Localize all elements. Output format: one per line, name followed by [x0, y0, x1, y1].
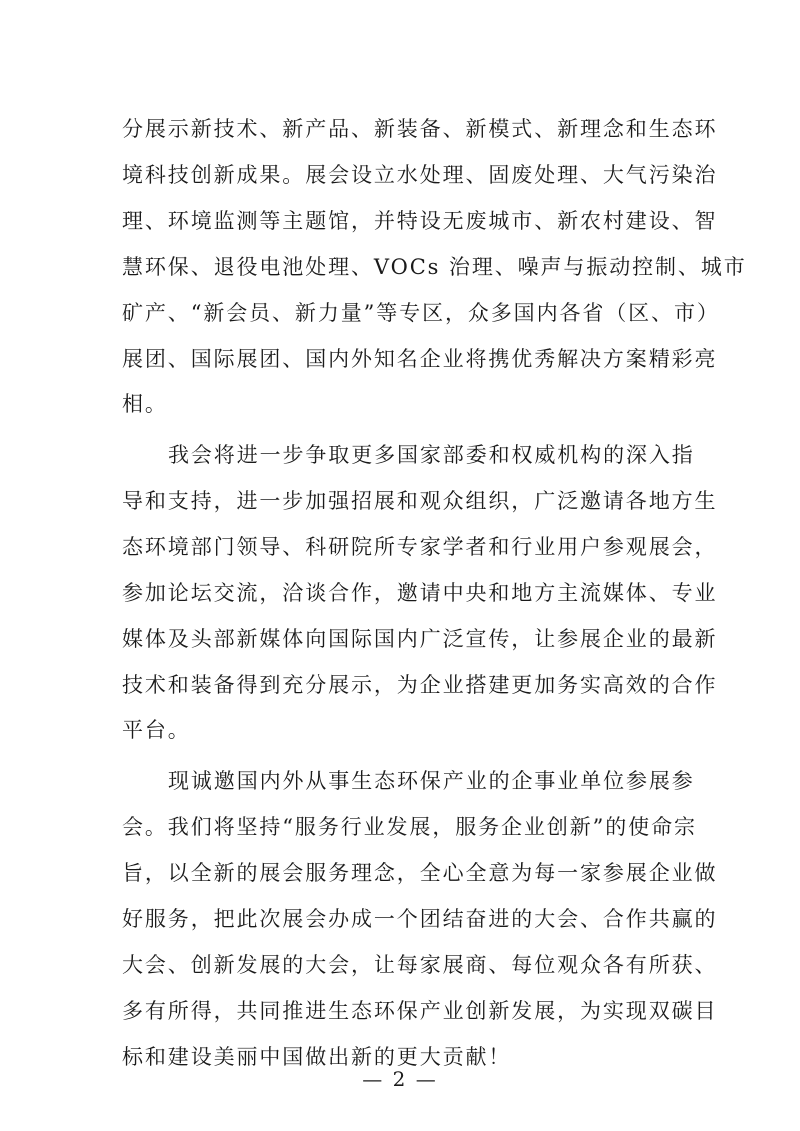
paragraph-2-line-5: 媒体及头部新媒体向国际国内广泛宣传，让参展企业的最新: [122, 627, 718, 651]
paragraph-3-line-1: 现诚邀国内外从事生态环保产业的企事业单位参展参: [168, 769, 695, 793]
paragraph-2-line-2: 导和支持，进一步加强招展和观众组织，广泛邀请各地方生: [122, 489, 718, 513]
paragraph-1-line-4: 慧环保、退役电池处理、VOCs 治理、噪声与振动控制、城市: [122, 255, 747, 279]
paragraph-2-line-4: 参加论坛交流，洽谈合作，邀请中央和地方主流媒体、专业: [122, 581, 718, 605]
paragraph-3-line-5: 大会、创新发展的大会，让每家展商、每位观众各有所获、: [122, 953, 718, 977]
paragraph-1-line-2: 境科技创新成果。展会设立水处理、固废处理、大气污染治: [122, 163, 718, 187]
paragraph-2-line-1: 我会将进一步争取更多国家部委和权威机构的深入指: [168, 443, 695, 467]
paragraph-2-line-6: 技术和装备得到充分展示，为企业搭建更加务实高效的合作: [122, 673, 718, 697]
paragraph-3-line-6: 多有所得，共同推进生态环保产业创新发展，为实现双碳目: [122, 999, 718, 1023]
paragraph-3-line-3: 旨，以全新的展会服务理念，全心全意为每一家参展企业做: [122, 861, 718, 885]
paragraph-3-line-2: 会。我们将坚持“服务行业发展，服务企业创新”的使命宗: [122, 815, 697, 839]
paragraph-2-line-7: 平台。: [122, 718, 191, 742]
paragraph-1-line-3: 理、环境监测等主题馆，并特设无废城市、新农村建设、智: [122, 209, 718, 233]
paragraph-1-line-5: 矿产、“新会员、新力量”等专区，众多国内各省（区、市）: [122, 301, 720, 325]
paragraph-1-line-6: 展团、国际展团、国内外知名企业将携优秀解决方案精彩亮: [122, 347, 718, 371]
paragraph-1-line-7: 相。: [122, 392, 168, 416]
page-number: — 2 —: [362, 1067, 438, 1091]
paragraph-2-line-3: 态环境部门领导、科研院所专家学者和行业用户参观展会，: [122, 535, 718, 559]
paragraph-3-line-4: 好服务，把此次展会办成一个团结奋进的大会、合作共赢的: [122, 907, 718, 931]
paragraph-3-line-7: 标和建设美丽中国做出新的更大贡献！: [122, 1045, 512, 1069]
paragraph-1-line-1: 分展示新技术、新产品、新装备、新模式、新理念和生态环: [122, 117, 718, 141]
